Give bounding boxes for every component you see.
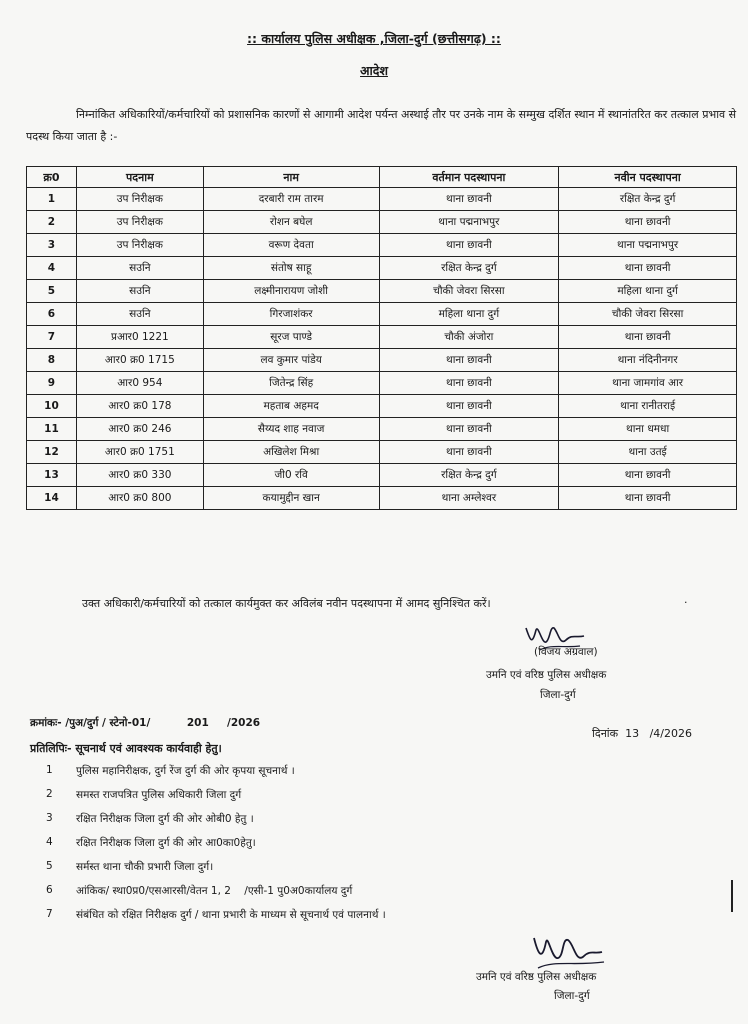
cell-name: सूरज पाण्डे [203,326,379,349]
cell-new-posting: थाना छावनी [559,211,737,234]
list-item-number: 5 [46,860,53,872]
column-header-sn: क्र0 [27,167,77,188]
intro-paragraph: निम्नांकित अधिकारियों/कर्मचारियों को प्रशासनिक कारणों से आगामी आदेश पर्यन्त अस्थाई तौर पर उनके नाम के सम्मुख दर्शित स्थान में स्थानांतरित कर तत्काल प्रभाव से पदस्थ किया जाता है :- [26,108,737,143]
cell-sn: 6 [27,303,77,326]
column-header-current-posting: वर्तमान पदस्थापना [379,167,559,188]
cell-sn: 9 [27,372,77,395]
cell-post: उप निरीक्षक [76,211,203,234]
cell-post: सउनि [76,280,203,303]
cell-new-posting: थाना रानीतराई [559,395,737,418]
list-item-text: पुलिस महानिरीक्षक, दुर्ग रेंज दुर्ग की ओर कृपया सूचनार्थ । [76,765,295,777]
cell-new-posting: थाना जामगांव आर [559,372,737,395]
cell-sn: 7 [27,326,77,349]
closing-instruction: उक्त अधिकारी/कर्मचारियों को तत्काल कार्यमुक्त कर अविलंब नवीन पदस्थापना में आमद सुनिश्चित करें। [82,597,491,610]
copy-heading: प्रतिलिपिः- सूचनार्थ एवं आवश्यक कार्यवाही हेतु। [30,742,222,755]
cell-new-posting: थाना धमधा [559,418,737,441]
reference-date: दिनांक 13 /4/2026 [592,727,692,740]
cell-current-posting: थाना छावनी [379,349,559,372]
cell-new-posting: थाना छावनी [559,464,737,487]
cell-post: सउनि [76,257,203,280]
table-row [27,441,737,464]
list-item-number: 7 [46,908,53,920]
cell-post: प्रआर0 1221 [76,326,203,349]
list-item-number: 2 [46,788,53,800]
cell-name: लक्ष्मीनारायण जोशी [203,280,379,303]
list-item-number: 3 [46,812,53,824]
cell-current-posting: थाना छावनी [379,234,559,257]
cell-sn: 8 [27,349,77,372]
cell-current-posting: चौकी जेवरा सिरसा [379,280,559,303]
column-header-post: पदनाम [76,167,203,188]
cell-name: गिरजाशंकर [203,303,379,326]
signatory-designation: उमनि एवं वरिष्ठ पुलिस अधीक्षक [476,971,597,983]
margin-mark: · [684,596,688,609]
table-row [27,234,737,257]
table-row [27,487,737,510]
cell-current-posting: रक्षित केन्द्र दुर्ग [379,257,559,280]
cell-name: रोशन बघेल [203,211,379,234]
cell-new-posting: महिला थाना दुर्ग [559,280,737,303]
cell-post: उप निरीक्षक [76,188,203,211]
cell-post: आर0 क्र0 800 [76,487,203,510]
cell-name: कयामुद्दीन खान [203,487,379,510]
cell-post: आर0 क्र0 330 [76,464,203,487]
cell-name: जी0 रवि [203,464,379,487]
cell-current-posting: थाना छावनी [379,418,559,441]
reference-number: क्रमांकः- /पुअ/दुर्ग / स्टेनो-01/ 201 /2026 [30,717,261,729]
cell-sn: 1 [27,188,77,211]
cell-current-posting: थाना छावनी [379,372,559,395]
cell-current-posting: थाना पद्मनाभपुर [379,211,559,234]
cell-post: उप निरीक्षक [76,234,203,257]
list-item-text: आंकिक/ स्था0प्र0/एसआरसी/वेतन 1, 2 /एसी-1 पु0अ0कार्यालय दुर्ग [76,885,353,897]
table-row [27,303,737,326]
cell-post: सउनि [76,303,203,326]
margin-mark [731,880,733,912]
cell-name: संतोष साहू [203,257,379,280]
cell-new-posting: चौकी जेवरा सिरसा [559,303,737,326]
cell-sn: 12 [27,441,77,464]
table-row [27,349,737,372]
signatory-office: जिला-दुर्ग [540,689,576,701]
signatory-office: जिला-दुर्ग [554,990,590,1002]
cell-new-posting: थाना छावनी [559,257,737,280]
column-header-name: नाम [203,167,379,188]
order-title: आदेश [360,63,388,78]
signatory-designation: उमनि एवं वरिष्ठ पुलिस अधीक्षक [486,669,607,681]
list-item-text: रक्षित निरीक्षक जिला दुर्ग की ओर ओबी0 हेतु । [76,813,254,825]
signatory-name: (विजय अग्रवाल) [534,646,598,658]
cell-post: आर0 क्र0 1715 [76,349,203,372]
table-row [27,257,737,280]
list-item-number: 4 [46,836,53,848]
table-row [27,372,737,395]
cell-sn: 13 [27,464,77,487]
cell-current-posting: थाना छावनी [379,188,559,211]
cell-new-posting: थाना छावनी [559,487,737,510]
cell-new-posting: थाना पद्मनाभपुर [559,234,737,257]
cell-sn: 14 [27,487,77,510]
cell-new-posting: थाना नंदिनीनगर [559,349,737,372]
cell-current-posting: रक्षित केन्द्र दुर्ग [379,464,559,487]
cell-current-posting: थाना छावनी [379,441,559,464]
cell-post: आर0 क्र0 1751 [76,441,203,464]
cell-current-posting: थाना अम्लेश्वर [379,487,559,510]
cell-current-posting: महिला थाना दुर्ग [379,303,559,326]
signature-scribble-2 [528,928,608,976]
office-title: :: कार्यालय पुलिस अधीक्षक ,जिला-दुर्ग (छत्तीसगढ़) :: [247,31,501,46]
cell-name: अखिलेश मिश्रा [203,441,379,464]
list-item-text: सर्मस्त थाना चौकी प्रभारी जिला दुर्ग। [76,861,214,873]
list-item-number: 1 [46,764,53,776]
cell-name: जितेन्द्र सिंह [203,372,379,395]
cell-current-posting: चौकी अंजोरा [379,326,559,349]
transfer-table [26,166,737,510]
list-item-text: समस्त राजपत्रित पुलिस अधिकारी जिला दुर्ग [76,789,242,801]
column-header-new-posting: नवीन पदस्थापना [559,167,737,188]
table-row [27,395,737,418]
cell-name: दरबारी राम तारम [203,188,379,211]
table-row [27,464,737,487]
table-row [27,188,737,211]
cell-sn: 2 [27,211,77,234]
list-item-text: संबंधित को रक्षित निरीक्षक दुर्ग / थाना प्रभारी के माध्यम से सूचनार्थ एवं पालनार्थ । [76,909,386,921]
cell-name: सैय्यद शाह नवाज [203,418,379,441]
cell-new-posting: रक्षित केन्द्र दुर्ग [559,188,737,211]
cell-post: आर0 क्र0 246 [76,418,203,441]
cell-sn: 5 [27,280,77,303]
cell-sn: 4 [27,257,77,280]
table-header-row [27,167,737,188]
cell-sn: 3 [27,234,77,257]
cell-new-posting: थाना उतई [559,441,737,464]
cell-name: वरूण देवता [203,234,379,257]
cell-new-posting: थाना छावनी [559,326,737,349]
cell-name: लव कुमार पांडेय [203,349,379,372]
cell-sn: 10 [27,395,77,418]
table-row [27,418,737,441]
cell-post: आर0 क्र0 178 [76,395,203,418]
table-row [27,211,737,234]
table-row [27,326,737,349]
list-item-text: रक्षित निरीक्षक जिला दुर्ग की ओर आ0का0हेतु। [76,837,256,849]
cell-current-posting: थाना छावनी [379,395,559,418]
cell-name: महताब अहमद [203,395,379,418]
table-row [27,280,737,303]
list-item-number: 6 [46,884,53,896]
cell-post: आर0 954 [76,372,203,395]
cell-sn: 11 [27,418,77,441]
